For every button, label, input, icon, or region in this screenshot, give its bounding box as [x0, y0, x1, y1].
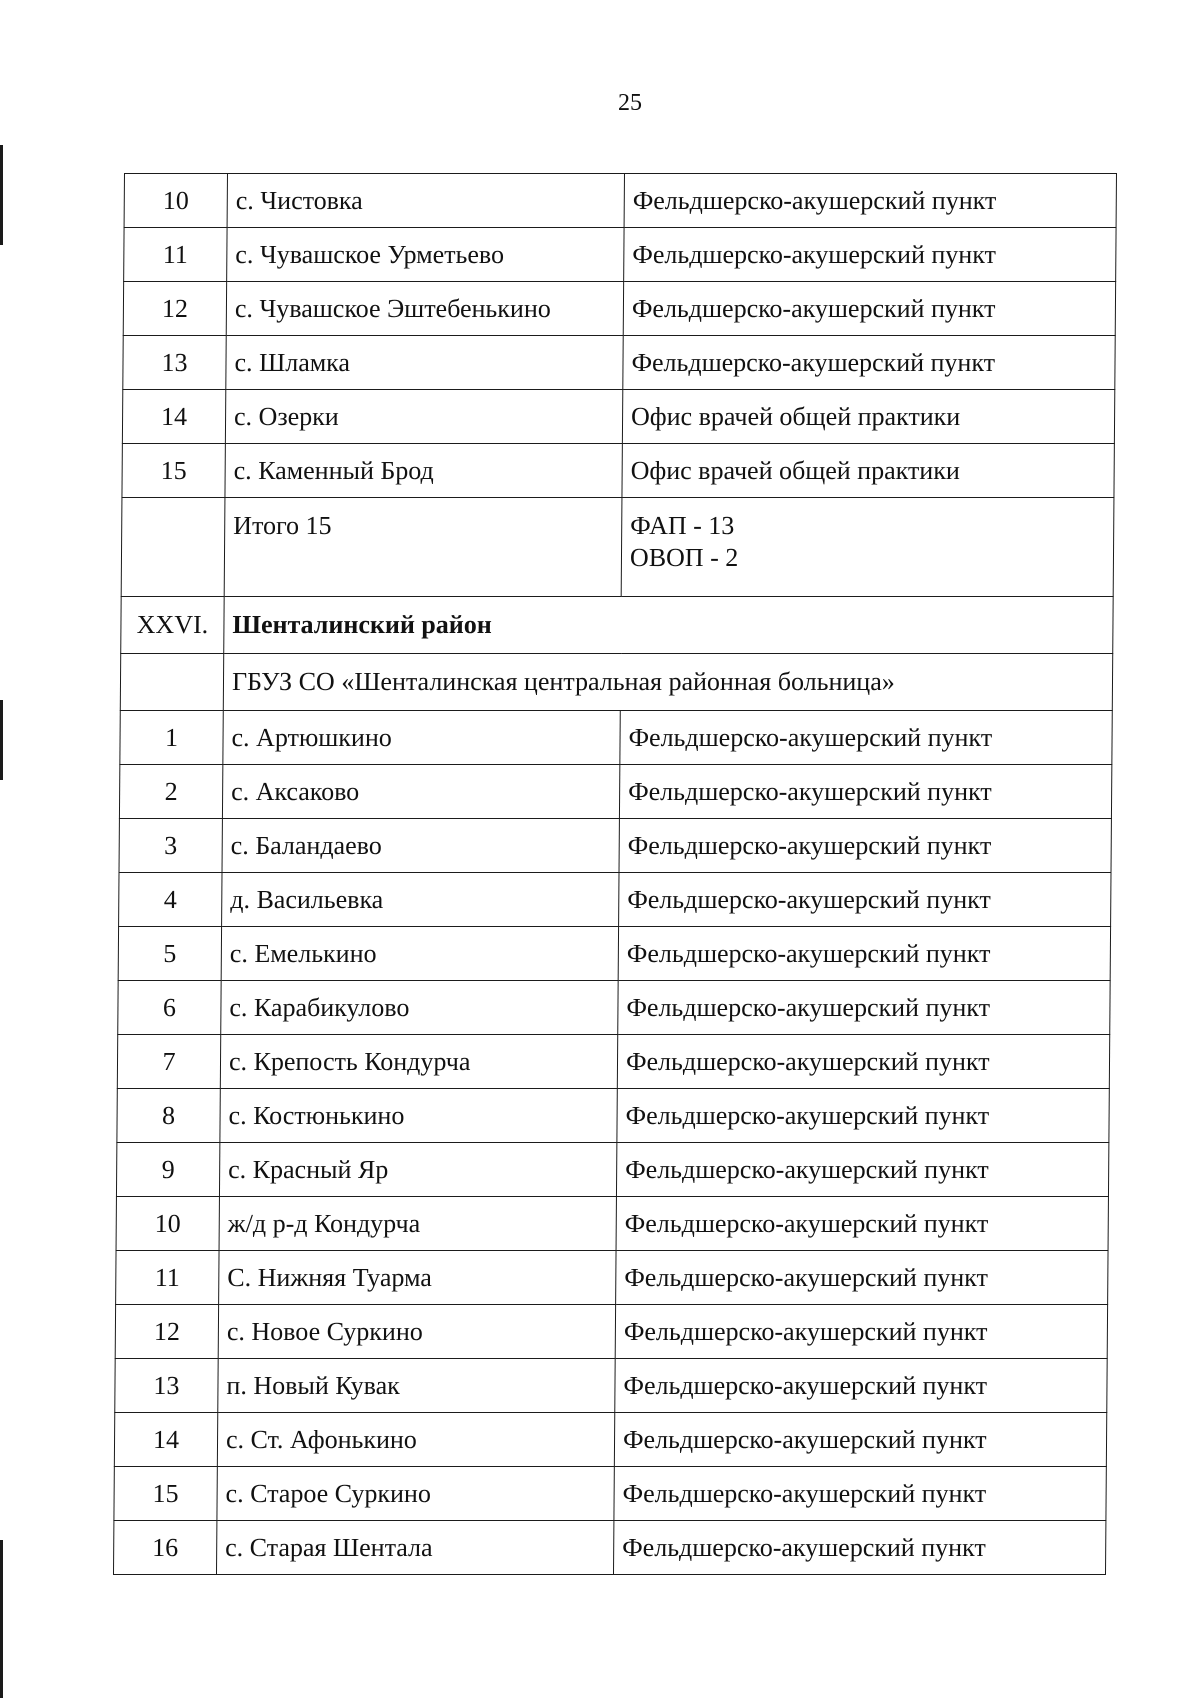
facility-type: Фельдшерско-акушерский пункт — [623, 282, 1115, 336]
settlement-name: ж/д р-д Кондурча — [219, 1197, 616, 1251]
table-row — [122, 444, 1114, 498]
table-row — [115, 1359, 1107, 1413]
facility-type: Фельдшерско-акушерский пункт — [623, 336, 1115, 390]
row-number: 9 — [116, 1143, 219, 1197]
settlement-name: с. Озерки — [225, 390, 622, 444]
table-row — [116, 1143, 1108, 1197]
row-number: 5 — [118, 927, 221, 981]
facility-type: Офис врачей общей практики — [622, 444, 1114, 498]
row-number: 11 — [124, 228, 227, 282]
row-number: 13 — [123, 336, 226, 390]
total-num-cell — [121, 498, 225, 597]
settlement-name: с. Чувашское Эштебенькино — [226, 282, 623, 336]
settlement-name: с. Карабикулово — [221, 981, 618, 1035]
settlement-name: с. Шламка — [226, 336, 623, 390]
row-number: 13 — [115, 1359, 218, 1413]
settlement-name: с. Новое Суркино — [218, 1305, 615, 1359]
row-number: 1 — [120, 711, 223, 765]
row-number: 15 — [122, 444, 225, 498]
table-row — [116, 1197, 1108, 1251]
total-row — [121, 498, 1114, 597]
facility-type: Фельдшерско-акушерский пункт — [619, 819, 1111, 873]
table-row — [114, 1413, 1106, 1467]
table-row — [113, 1521, 1105, 1575]
total-label: Итого 15 — [224, 498, 622, 597]
row-number: 8 — [117, 1089, 220, 1143]
hospital-row — [120, 654, 1112, 711]
table-row — [117, 1035, 1109, 1089]
total-breakdown — [621, 498, 1114, 597]
facility-type: Фельдшерско-акушерский пункт — [617, 1089, 1109, 1143]
scan-edge-middle — [0, 700, 3, 780]
row-number: 6 — [118, 981, 221, 1035]
settlement-name: с. Емелькино — [221, 927, 618, 981]
row-number: 7 — [117, 1035, 220, 1089]
settlement-name: п. Новый Кувак — [218, 1359, 615, 1413]
table-row — [119, 819, 1111, 873]
table-body-bottom — [113, 711, 1112, 1575]
row-number: 2 — [119, 765, 222, 819]
row-number: 4 — [119, 873, 222, 927]
table-row — [118, 981, 1110, 1035]
district-header-row — [121, 597, 1113, 654]
facility-type: Фельдшерско-акушерский пункт — [619, 873, 1111, 927]
facility-type: Фельдшерско-акушерский пункт — [624, 174, 1116, 228]
settlement-name: с. Чувашское Урметьево — [227, 228, 624, 282]
page-number: 25 — [618, 90, 642, 116]
district-title: Шенталинский район — [224, 597, 1113, 654]
row-number: 10 — [116, 1197, 219, 1251]
table-row — [116, 1251, 1108, 1305]
row-number: 16 — [113, 1521, 216, 1575]
table-row — [124, 174, 1116, 228]
scan-edge-lower — [0, 1540, 3, 1698]
settlement-name: с. Каменный Брод — [225, 444, 622, 498]
settlement-name: С. Нижняя Туарма — [219, 1251, 616, 1305]
row-number: 12 — [123, 282, 226, 336]
row-number: 11 — [116, 1251, 219, 1305]
settlement-name: с. Ст. Афонькино — [217, 1413, 614, 1467]
facility-type: Фельдшерско-акушерский пункт — [616, 1197, 1108, 1251]
row-number: 12 — [115, 1305, 218, 1359]
facility-type: Фельдшерско-акушерский пункт — [615, 1359, 1107, 1413]
row-number: 15 — [114, 1467, 217, 1521]
total-fap: ФАП - 13 — [630, 511, 735, 540]
table-body-top — [122, 174, 1117, 498]
settlement-name: с. Чистовка — [227, 174, 624, 228]
total-ovop: ОВОП - 2 — [629, 543, 739, 572]
district-number: XXVI. — [121, 597, 224, 654]
table-row — [122, 390, 1114, 444]
scan-edge-upper — [0, 145, 3, 245]
facility-type: Фельдшерско-акушерский пункт — [616, 1251, 1108, 1305]
settlement-name: с. Аксаково — [222, 765, 619, 819]
settlement-name: с. Старое Суркино — [217, 1467, 614, 1521]
settlement-name: с. Крепость Кондурча — [220, 1035, 617, 1089]
table-row — [115, 1305, 1107, 1359]
settlement-name: д. Васильевка — [222, 873, 619, 927]
facility-type: Фельдшерско-акушерский пункт — [624, 228, 1116, 282]
facility-type: Фельдшерско-акушерский пункт — [620, 711, 1112, 765]
settlement-name: с. Старая Шентала — [216, 1521, 613, 1575]
table-row — [124, 228, 1116, 282]
table-row — [119, 873, 1111, 927]
settlement-name: с. Костюнькино — [220, 1089, 617, 1143]
medical-facilities-table — [113, 173, 1117, 1575]
facility-type: Офис врачей общей практики — [622, 390, 1114, 444]
row-number: 10 — [124, 174, 227, 228]
row-number: 14 — [114, 1413, 217, 1467]
row-number: 14 — [122, 390, 225, 444]
facility-type: Фельдшерско-акушерский пункт — [618, 981, 1110, 1035]
hospital-name: ГБУЗ СО «Шенталинская центральная районная больница» — [223, 654, 1112, 711]
table-row — [120, 711, 1112, 765]
facility-type: Фельдшерско-акушерский пункт — [613, 1521, 1105, 1575]
hospital-num-cell — [120, 654, 223, 711]
facility-type: Фельдшерско-акушерский пункт — [616, 1143, 1108, 1197]
settlement-name: с. Баландаево — [222, 819, 619, 873]
facility-type: Фельдшерско-акушерский пункт — [618, 927, 1110, 981]
facility-type: Фельдшерско-акушерский пункт — [614, 1413, 1106, 1467]
facility-type: Фельдшерско-акушерский пункт — [619, 765, 1111, 819]
table-row — [114, 1467, 1106, 1521]
table-row — [119, 765, 1111, 819]
settlement-name: с. Артюшкино — [223, 711, 620, 765]
table-total — [120, 498, 1114, 711]
table-row — [118, 927, 1110, 981]
facility-type: Фельдшерско-акушерский пункт — [615, 1305, 1107, 1359]
row-number: 3 — [119, 819, 222, 873]
facility-type: Фельдшерско-акушерский пункт — [617, 1035, 1109, 1089]
facility-type: Фельдшерско-акушерский пункт — [614, 1467, 1106, 1521]
settlement-name: с. Красный Яр — [219, 1143, 616, 1197]
table-row — [123, 336, 1115, 390]
table-row — [123, 282, 1115, 336]
table-row — [117, 1089, 1109, 1143]
